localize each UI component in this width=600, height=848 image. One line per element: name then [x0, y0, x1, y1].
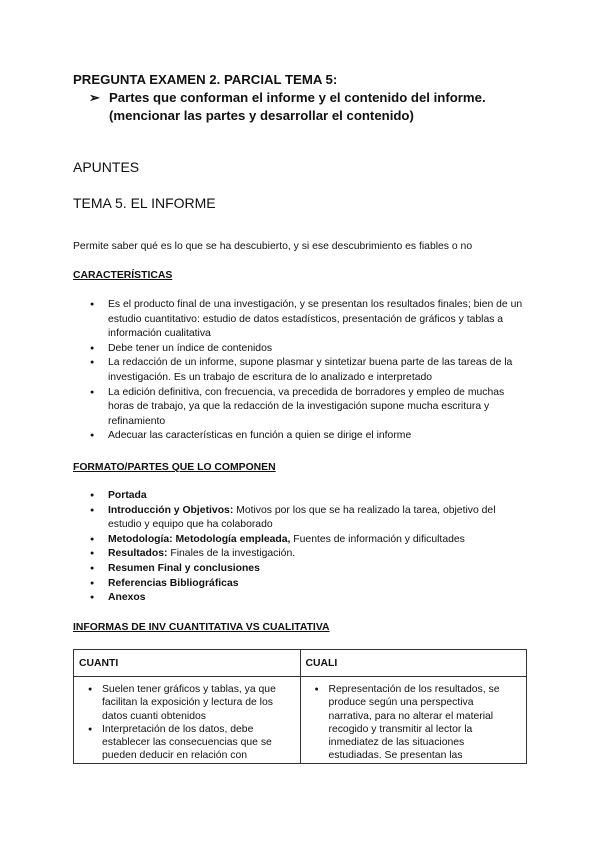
list-item: ● Es el producto final de una investigación, y se presentan los resultados finales; bien de un estudio cuantitativo: estudio de datos estadísticos, presentación de gráficos y tablas a información cualitativa — [108, 298, 528, 342]
list-item: ● La redacción de un informe, supone plasmar y sintetizar buena parte de las tareas de la investigación. Es un trabajo de escritura de lo analizado e interpretado — [108, 356, 528, 385]
cuali-header: CUALI — [300, 650, 527, 677]
caracteristicas-list — [108, 298, 528, 444]
arrow-bullet-icon: ➢ — [89, 90, 101, 105]
caracteristicas-heading: CARACTERÍSTICAS — [73, 270, 173, 281]
list-item: ● Resumen Final y conclusiones — [108, 562, 528, 577]
list-item: ● Introducción y Objetivos: Motivos por los que se ha realizado la tarea, objetivo del estudio y equipo que ha colaborado — [108, 504, 528, 533]
formato-list — [108, 489, 528, 606]
list-item: ● La edición definitiva, con frecuencia, va precedida de borradores y empleo de muchas horas de trabajo, ya que la redacción de la investigación supone mucha escritura y refinamiento — [108, 386, 528, 430]
list-item: ● Suelen tener gráficos y tablas, ya que facilitan la exposición y lectura de los datos cuanti obtenidos — [102, 683, 292, 723]
list-item: ● Portada — [108, 489, 528, 504]
tema-heading: TEMA 5. EL INFORME — [73, 195, 216, 211]
list-item: ● Interpretación de los datos, debe establecer las consecuencias que se pueden deducir en relación con — [102, 723, 292, 763]
list-item: ● Debe tener un índice de contenidos — [108, 342, 528, 357]
question-title: PREGUNTA EXAMEN 2. PARCIAL TEMA 5: — [73, 72, 338, 87]
list-item: ● Referencias Bibliográficas — [108, 577, 528, 592]
intro-paragraph: Permite saber qué es lo que se ha descubierto, y si ese descubrimiento es fiables o no — [73, 241, 473, 252]
comparison-table — [73, 649, 527, 764]
question-bullet — [89, 89, 559, 125]
question-text: Partes que conforman el informe y el contenido del informe. (mencionar las partes y desarrollar el contenido) — [109, 90, 486, 123]
cuanti-cell — [74, 677, 301, 764]
list-item: ● Adecuar las características en función a quien se dirige el informe — [108, 429, 528, 444]
comparison-heading: INFORMAS DE INV CUANTITATIVA VS CUALITATIVA — [73, 622, 330, 633]
apuntes-heading: APUNTES — [73, 159, 140, 175]
list-item: ● Resultados: Finales de la investigación. — [108, 547, 528, 562]
list-item: ● Representación de los resultados, se produce según una perspectiva narrativa, para no alterar el material recogido y transmitir al lector la inmediatez de las situaciones estudiadas. Se presentan las — [329, 683, 519, 763]
list-item: ● Metodología: Metodología empleada, Fuentes de información y dificultades — [108, 533, 528, 548]
cuanti-header: CUANTI — [74, 650, 301, 677]
cuali-cell — [300, 677, 527, 764]
formato-heading: FORMATO/PARTES QUE LO COMPONEN — [73, 462, 276, 473]
list-item: ● Anexos — [108, 591, 528, 606]
